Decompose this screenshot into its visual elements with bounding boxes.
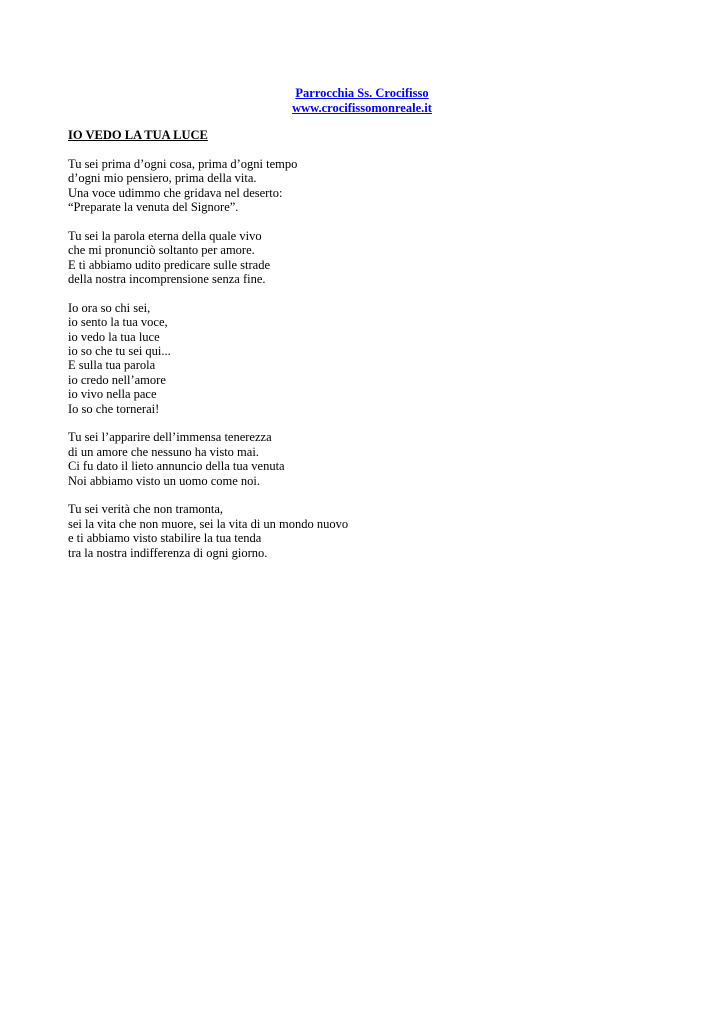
- poem-line: Tu sei prima d’ogni cosa, prima d’ogni tempo: [68, 156, 298, 171]
- poem-line: che mi pronunciò soltanto per amore.: [68, 243, 255, 258]
- poem-line: “Preparate la venuta del Signore”.: [68, 200, 239, 215]
- poem-line: d’ogni mio pensiero, prima della vita.: [68, 171, 257, 186]
- stanza-2: [68, 229, 668, 287]
- poem-line: tra la nostra indifferenza di ogni giorno.: [68, 545, 268, 560]
- poem-line: e ti abbiamo visto stabilire la tua tenda: [68, 531, 262, 546]
- poem-line: Una voce udimmo che gridava nel deserto:: [68, 185, 283, 200]
- stanza-4: [68, 430, 668, 488]
- poem-line: Io so che tornerai!: [68, 401, 160, 416]
- document-header: [0, 86, 724, 116]
- poem-line: Ci fu dato il lieto annuncio della tua venuta: [68, 459, 285, 474]
- poem-line: E sulla tua parola: [68, 358, 156, 373]
- poem-line: E ti abbiamo udito predicare sulle strade: [68, 257, 271, 272]
- poem-line: io so che tu sei qui...: [68, 344, 171, 359]
- poem-line: della nostra incomprensione senza fine.: [68, 272, 266, 287]
- stanza-3: [68, 301, 668, 416]
- poem-line: Io ora so chi sei,: [68, 300, 151, 315]
- poem-line: Tu sei la parola eterna della quale vivo: [68, 228, 262, 243]
- poem-line: Noi abbiamo visto un uomo come noi.: [68, 473, 260, 488]
- poem-line: io sento la tua voce,: [68, 315, 168, 330]
- poem-line: Tu sei verità che non tramonta,: [68, 502, 224, 517]
- poem-title: IO VEDO LA TUA LUCE: [68, 128, 208, 142]
- poem-line: io vivo nella pace: [68, 387, 157, 402]
- stanza-5: [68, 502, 668, 560]
- poem-line: Tu sei l’apparire dell’immensa tenerezza: [68, 430, 272, 445]
- parish-link[interactable]: Parrocchia Ss. Crocifisso: [295, 86, 429, 100]
- stanza-1: [68, 157, 668, 215]
- poem-line: io credo nell’amore: [68, 372, 166, 387]
- poem-body: [68, 128, 668, 575]
- website-link[interactable]: www.crocifissomonreale.it: [292, 101, 432, 115]
- poem-line: io vedo la tua luce: [68, 329, 160, 344]
- poem-line: sei la vita che non muore, sei la vita di un mondo nuovo: [68, 516, 349, 531]
- poem-line: di un amore che nessuno ha visto mai.: [68, 444, 259, 459]
